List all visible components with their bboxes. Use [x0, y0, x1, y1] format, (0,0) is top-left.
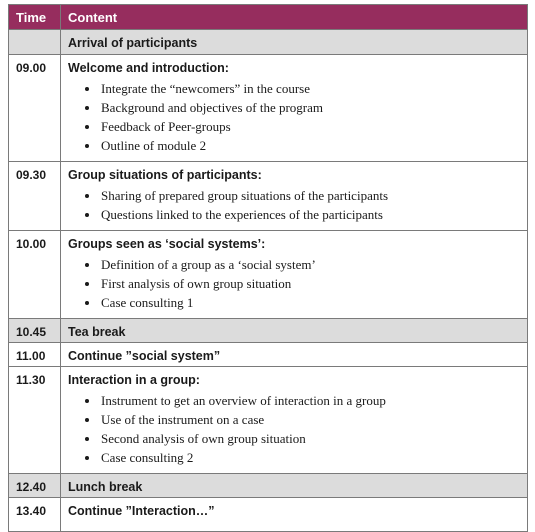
- time-cell: 11.00: [9, 343, 61, 367]
- row-title: Group situations of participants:: [68, 168, 262, 182]
- list-item: Case consulting 2: [101, 448, 527, 467]
- list-item: Instrument to get an overview of interaction in a group: [101, 391, 527, 410]
- time-cell: 09.00: [9, 55, 61, 162]
- row-title: Tea break: [68, 325, 126, 339]
- time-cell: 12.40: [9, 474, 61, 498]
- content-cell: [61, 55, 528, 162]
- table-row: [9, 343, 528, 367]
- row-title: Arrival of participants: [68, 36, 198, 50]
- list-item: First analysis of own group situation: [101, 274, 527, 293]
- table-row: [9, 474, 528, 498]
- time-cell: 10.45: [9, 319, 61, 343]
- table-row: [9, 30, 528, 55]
- row-title: Interaction in a group:: [68, 373, 200, 387]
- list-item: Integrate the “newcomers” in the course: [101, 79, 527, 98]
- list-item: Second analysis of own group situation: [101, 429, 527, 448]
- agenda-table: [8, 4, 528, 532]
- list-item: Outline of module 2: [101, 136, 527, 155]
- list-item: Case consulting 1: [101, 293, 527, 312]
- time-cell: 09.30: [9, 162, 61, 231]
- content-cell: [61, 343, 528, 367]
- row-title: Welcome and introduction:: [68, 61, 229, 75]
- header-row: [9, 5, 528, 30]
- table-row: [9, 55, 528, 162]
- row-title: Groups seen as ‘social systems’:: [68, 237, 266, 251]
- header-time: Time: [9, 5, 61, 30]
- table-row: [9, 367, 528, 474]
- row-title: Continue ”Interaction…”: [68, 504, 215, 518]
- table-row: [9, 498, 528, 532]
- list-item: Sharing of prepared group situations of the participants: [101, 186, 527, 205]
- content-cell: [61, 319, 528, 343]
- content-cell: [61, 231, 528, 319]
- row-title: Continue ”social system”: [68, 349, 221, 363]
- time-cell: 11.30: [9, 367, 61, 474]
- list-item: Questions linked to the experiences of the participants: [101, 205, 527, 224]
- list-item: Use of the instrument on a case: [101, 410, 527, 429]
- content-cell: [61, 474, 528, 498]
- content-cell: [61, 162, 528, 231]
- list-item: Definition of a group as a ‘social system’: [101, 255, 527, 274]
- row-title: Lunch break: [68, 480, 143, 494]
- table-row: [9, 231, 528, 319]
- bullet-list: [61, 79, 527, 155]
- list-item: Feedback of Peer-groups: [101, 117, 527, 136]
- content-cell: [61, 30, 528, 55]
- list-item: Background and objectives of the program: [101, 98, 527, 117]
- time-cell: 13.40: [9, 498, 61, 532]
- time-cell: [9, 30, 61, 55]
- bullet-list: [61, 186, 527, 224]
- table-row: [9, 319, 528, 343]
- table-row: [9, 162, 528, 231]
- bullet-list: [61, 255, 527, 312]
- content-cell: [61, 367, 528, 474]
- time-cell: 10.00: [9, 231, 61, 319]
- header-content: Content: [61, 5, 528, 30]
- bullet-list: [61, 391, 527, 467]
- content-cell: [61, 498, 528, 532]
